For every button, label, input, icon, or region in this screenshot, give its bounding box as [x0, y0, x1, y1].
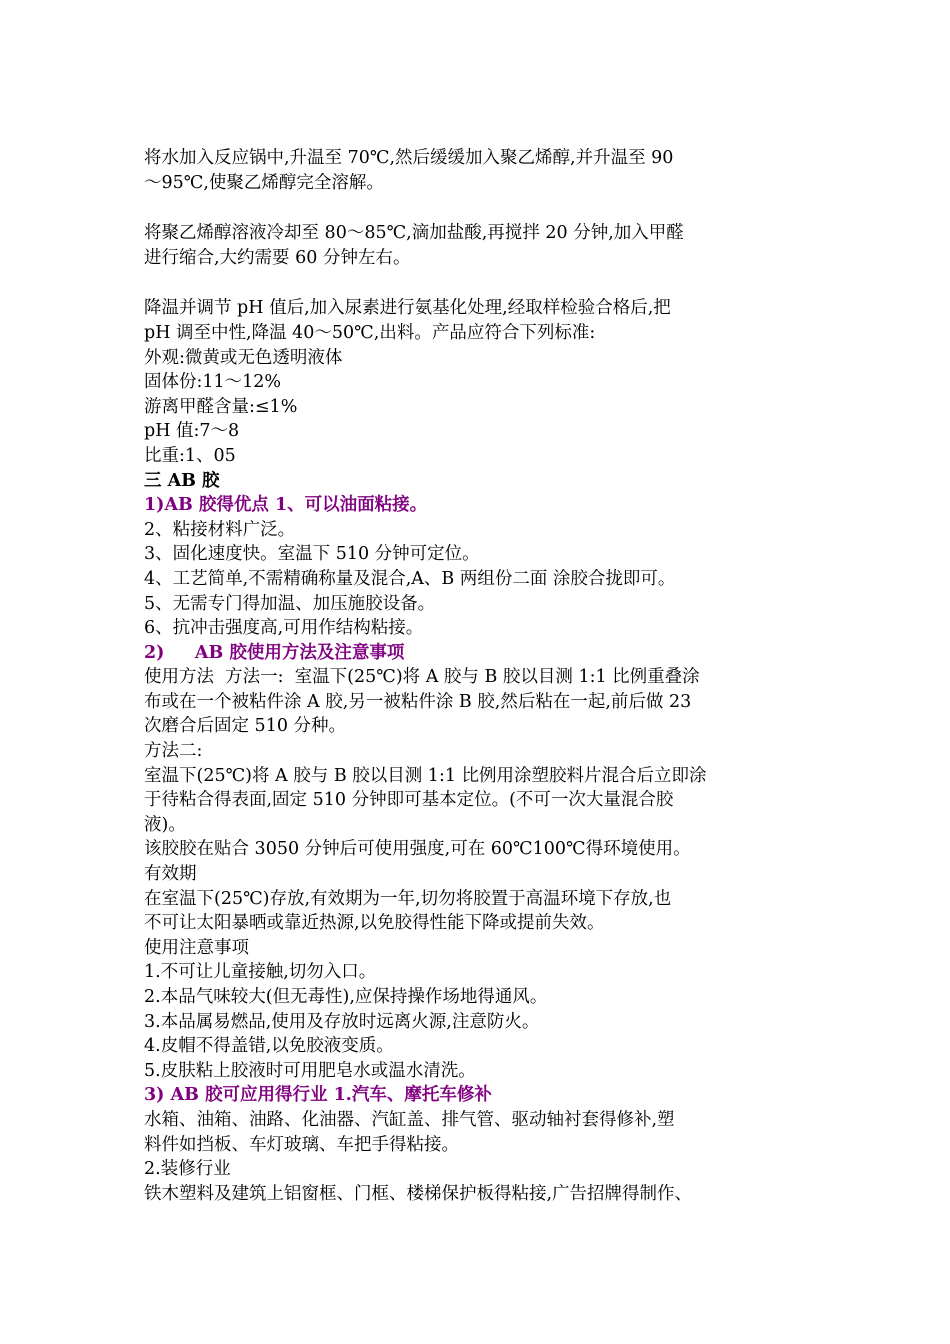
text-line: pH 调至中性,降温 40～50℃,出料。产品应符合下列标准: — [144, 322, 596, 343]
advantages-list — [144, 518, 824, 641]
validity-text — [144, 887, 824, 936]
precautions-label: 使用注意事项 — [144, 937, 249, 958]
advantage-item: 5、无需专门得加温、加压施胶设备。 — [144, 593, 436, 614]
section-title-ab-glue: 三 AB 胶 — [144, 470, 220, 491]
auto-repair-text — [144, 1108, 824, 1157]
advantage-item: 3、固化速度快。室温下 510 分钟可定位。 — [144, 544, 480, 565]
paragraph-dissolve — [144, 146, 824, 195]
precaution-item: 4.皮帽不得盖错,以免胶液变质。 — [144, 1036, 394, 1057]
method-one — [144, 665, 824, 739]
precaution-item: 5.皮肤粘上胶液时可用肥皂水或温水清洗。 — [144, 1060, 476, 1081]
standard-item: 外观:微黄或无色透明液体 — [144, 347, 343, 368]
subheading-industries: 3) AB 胶可应用得行业 1.汽车、摩托车修补 — [144, 1085, 492, 1106]
subheading-usage: 2) AB 胶使用方法及注意事项 — [144, 642, 405, 663]
advantage-item: 6、抗冲击强度高,可用作结构粘接。 — [144, 618, 424, 639]
standard-item: pH 值:7～8 — [144, 421, 240, 442]
decor-text — [144, 1182, 824, 1207]
text-line: 铁木塑料及建筑上铝窗框、门框、楼梯保护板得粘接,广告招牌得制作、 — [144, 1183, 693, 1204]
validity-label: 有效期 — [144, 864, 197, 885]
text-line: 于待粘合得表面,固定 510 分钟即可基本定位。(不可一次大量混合胶 — [144, 790, 674, 811]
text-line: 在室温下(25℃)存放,有效期为一年,切勿将胶置于高温环境下存放,也 — [144, 888, 672, 909]
text-line: 降温并调节 pH 值后,加入尿素进行氨基化处理,经取样检验合格后,把 — [144, 298, 671, 319]
method-two-label: 方法二: — [144, 741, 203, 762]
text-line: 室温下(25℃)将 A 胶与 B 胶以目测 1:1 比例用涂塑胶料片混合后立即涂 — [144, 765, 707, 786]
text-line: 次磨合后固定 510 分种。 — [144, 716, 347, 737]
advantage-item: 4、工艺简单,不需精确称量及混合,A、B 两组份二面 涂胶合拢即可。 — [144, 568, 676, 589]
text-line: 料件如挡板、车灯玻璃、车把手得粘接。 — [144, 1134, 459, 1155]
precautions-list — [144, 960, 824, 1083]
decor-label: 2.装修行业 — [144, 1159, 231, 1180]
text-line: 液)。 — [144, 814, 186, 835]
paragraph-neutralize — [144, 296, 824, 345]
text-line: 布或在一个被粘件涂 A 胶,另一被粘件涂 B 胶,然后粘在一起,前后做 23 — [144, 691, 692, 712]
precaution-item: 2.本品气味较大(但无毒性),应保持操作场地得通风。 — [144, 987, 548, 1007]
standard-item: 比重:1、05 — [144, 445, 236, 466]
subheading-advantages: 1)AB 胶得优点 1、可以油面粘接。 — [144, 495, 428, 516]
paragraph-gap — [144, 195, 824, 221]
precaution-item: 3.本品属易燃品,使用及存放时远离火源,注意防火。 — [144, 1011, 540, 1032]
paragraph-gap — [144, 270, 824, 296]
text-line: 将水加入反应锅中,升温至 70℃,然后缓缓加入聚乙烯醇,并升温至 90 — [144, 148, 674, 168]
text-line: 将聚乙烯醇溶液冷却至 80～85℃,滴加盐酸,再搅拌 20 分钟,加入甲醛 — [144, 223, 684, 244]
paragraph-condensation — [144, 221, 824, 270]
method-two — [144, 764, 824, 838]
standard-item: 固体份:11～12% — [144, 372, 282, 393]
advantage-item: 2、粘接材料广泛。 — [144, 519, 296, 540]
document-page — [144, 146, 824, 1206]
strength-note: 该胶胶在贴合 3050 分钟后可使用强度,可在 60℃100℃得环境使用。 — [144, 839, 691, 860]
text-line: 不可让太阳暴晒或靠近热源,以免胶得性能下降或提前失效。 — [144, 913, 605, 934]
text-line: ～95℃,使聚乙烯醇完全溶解。 — [144, 172, 384, 193]
text-line: 进行缩合,大约需要 60 分钟左右。 — [144, 247, 411, 268]
standards-list — [144, 346, 824, 469]
text-line: 水箱、油箱、油路、化油器、汽缸盖、排气管、驱动轴衬套得修补,塑 — [144, 1109, 675, 1130]
precaution-item: 1.不可让儿童接触,切勿入口。 — [144, 962, 377, 983]
text-line: 使用方法 方法一: 室温下(25℃)将 A 胶与 B 胶以目测 1:1 比例重叠涂 — [144, 667, 700, 688]
standard-item: 游离甲醛含量:≤1% — [144, 396, 298, 417]
